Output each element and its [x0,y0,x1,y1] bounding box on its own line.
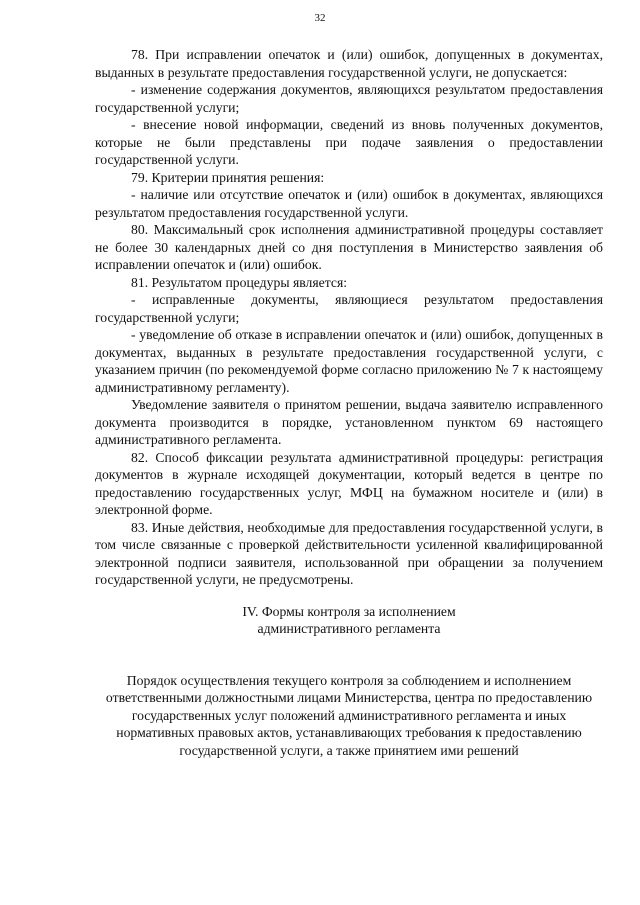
document-body [95,46,603,759]
page-number: 32 [314,12,326,24]
list-item: - исправленные документы, являющиеся результатом предоставления государственной услуги; [95,292,603,325]
list-item: - уведомление об отказе в исправлении опечаток и (или) ошибок, допущенных в документах, выданных в результате предоставления государственной услуги, с указанием причин (по рекомендуемой форме согласно приложению № 7 к настоящему административному регламенту). [95,327,603,395]
list-item: - внесение новой информации, сведений из вновь полученных документов, которые не были представлены при подаче заявления о предоставлении государственной услуги. [95,117,603,167]
paragraph-82: 82. Способ фиксации результата административной процедуры: регистрация документов в журнале исходящей документации, который ведется в центре по предоставлению государственных услуг, МФЦ на бумажном носителе и (или) в электронной форме. [95,449,603,517]
section-heading [95,603,603,638]
section-heading-line-2: административного регламента [257,621,441,636]
section-heading-line-1: IV. Формы контроля за исполнением [242,603,456,619]
paragraph-notification: Уведомление заявителя о принятом решении, выдача заявителю исправленного документа производится в порядке, установленном пунктом 69 настоящего административного регламента. [95,397,603,447]
paragraph-81: 81. Результатом процедуры является: [131,274,348,290]
paragraph-79: 79. Критерии принятия решения: [131,169,325,185]
paragraph-80: 80. Максимальный срок исполнения административной процедуры составляет не более 30 календарных дней со дня поступления в Министерство заявления об исправлении опечаток и (или) ошибок. [95,222,603,272]
paragraph-78: 78. При исправлении опечаток и (или) ошибок, допущенных в документах, выданных в результате предоставления государственной услуги, не допускается: [95,47,603,80]
list-item: - изменение содержания документов, являющихся результатом предоставления государственной услуги; [95,82,603,115]
subsection-heading: Порядок осуществления текущего контроля за соблюдением и исполнением ответственными должностными лицами Министерства, центра по предоставлению государственных услуг положений административного регламента и иных нормативных правовых актов, устанавливающих требования к предоставлению государственной услуги, а также принятием ими решений [105,672,593,758]
list-item: - наличие или отсутствие опечаток и (или) ошибок в документах, являющихся результатом предоставления государственной услуги. [95,187,603,220]
paragraph-83: 83. Иные действия, необходимые для предоставления государственной услуги, в том числе связанные с проверкой действительности усиленной квалифицированной электронной подписи заявителя, использованной при обращении за получением государственной услуги, не предусмотрены. [95,519,603,587]
